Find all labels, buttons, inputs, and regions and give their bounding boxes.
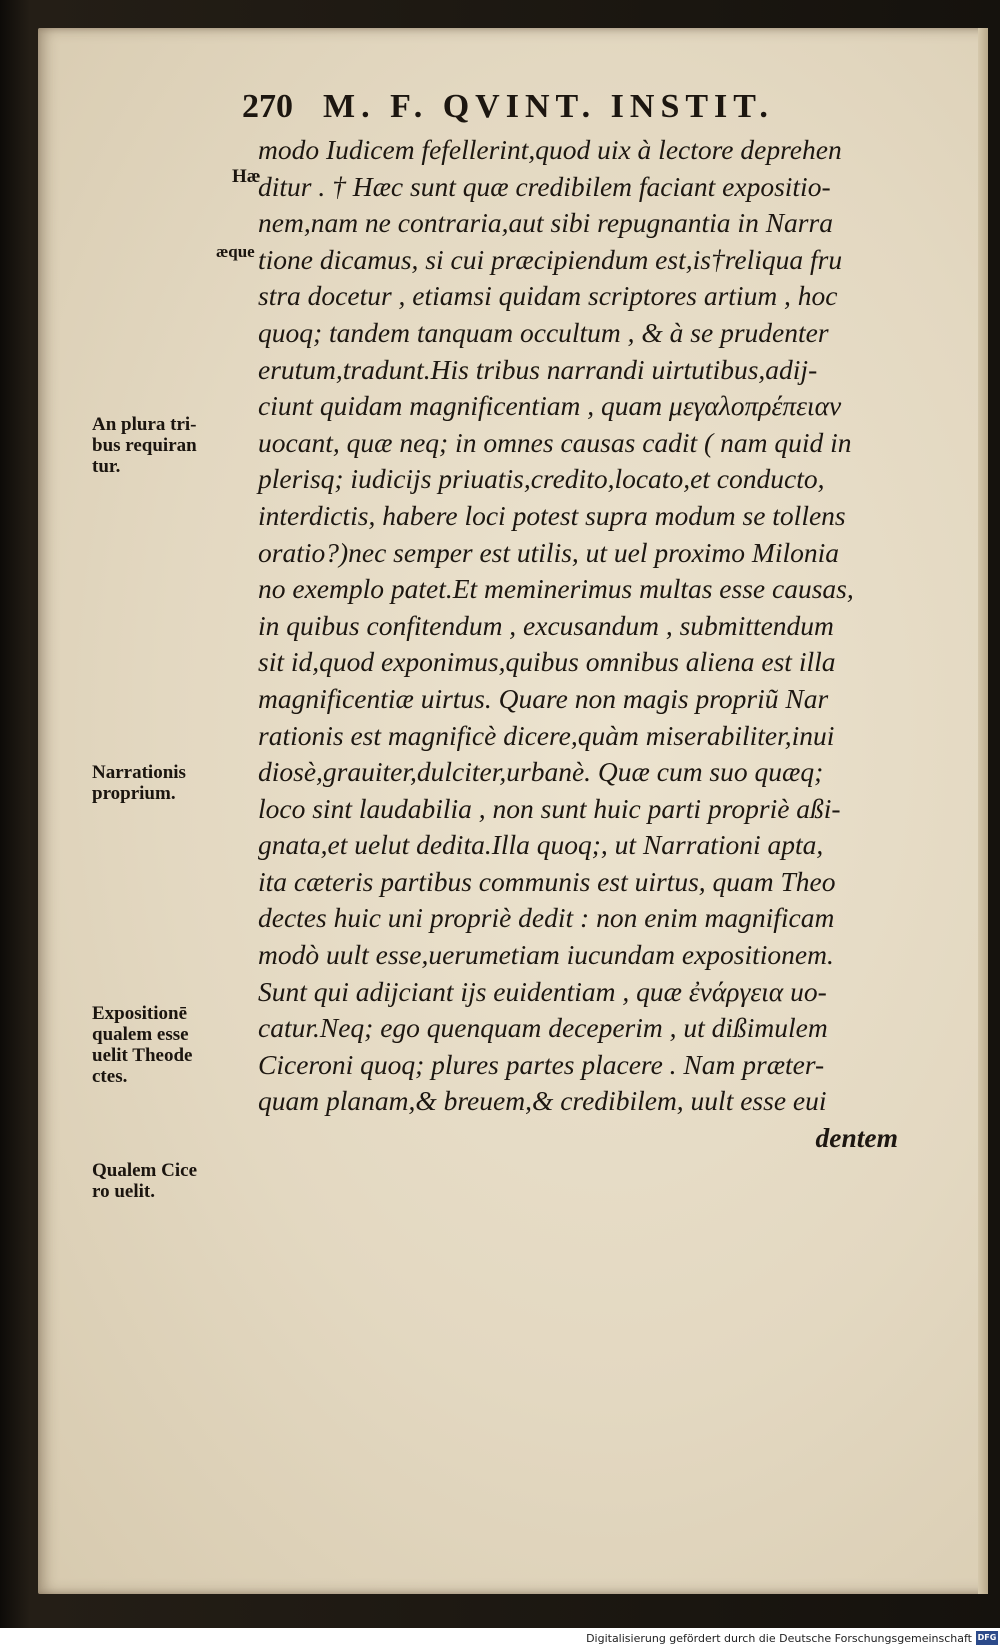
text-line: ita cæteris partibus communis est uirtus, quam Theo — [258, 865, 836, 897]
text-line: in quibus confitendum , excusandum , submittendum — [258, 609, 834, 641]
margin-note — [92, 414, 267, 477]
text-line: ditur . † Hæc sunt quæ credibilem faciant expositio- — [258, 170, 831, 202]
page-edge — [978, 28, 988, 1594]
margin-note-line: ro uelit. — [92, 1181, 155, 1202]
margin-note-line: An plura tri- — [92, 414, 197, 435]
margin-note-line: uelit Theode — [92, 1045, 193, 1066]
text-line: erutum,tradunt.His tribus narrandi uirtutibus,adij- — [258, 353, 818, 385]
text-line: gnata,et uelut dedita.Illa quoq;, ut Narrationi apta, — [258, 829, 824, 861]
margin-note-line: proprium. — [92, 783, 176, 804]
funding-credit: Digitalisierung gefördert durch die Deutsche Forschungsgemeinschaft — [586, 1632, 972, 1645]
main-text-block — [258, 132, 898, 1157]
text-line: loco sint laudabilia , non sunt huic parti propriè aßi- — [258, 792, 841, 824]
margin-note-line: qualem esse — [92, 1024, 189, 1045]
text-line: diosè,grauiter,dulciter,urbanè. Quæ cum suo quæq; — [258, 756, 824, 788]
margin-note-line: bus requiran — [92, 435, 197, 456]
text-line: nem,nam ne contraria,aut sibi repugnantia in Narra — [258, 207, 833, 239]
dfg-logo: DFG — [976, 1631, 998, 1645]
text-line: tione dicamus, si cui præcipiendum est,is†reliqua fru — [258, 243, 843, 275]
margin-note-line: Narrationis — [92, 762, 186, 783]
margin-note-line: ctes. — [92, 1066, 128, 1087]
text-line: quoq; tandem tanquam occultum , & à se prudenter — [258, 316, 829, 348]
text-line: quam planam,& breuem,& credibilem, uult esse eui — [258, 1085, 827, 1117]
text-line: Ciceroni quoq; plures partes placere . Nam præter- — [258, 1048, 825, 1080]
margin-note — [92, 762, 267, 804]
running-title: M. F. QVINT. INSTIT. — [323, 88, 774, 125]
text-line: dectes huic uni propriè dedit : non enim magnificam — [258, 902, 835, 934]
text-line: stra docetur , etiamsi quidam scriptores artium , hoc — [258, 280, 838, 312]
text-line: interdictis, habere loci potest supra modum se tollens — [258, 499, 846, 531]
text-line: rationis est magnificè dicere,quàm miserabiliter,inui — [258, 719, 835, 751]
margin-note-line: æque — [216, 242, 255, 261]
running-head — [242, 88, 882, 126]
text-line: oratio?)nec semper est utilis, ut uel proximo Miloniа — [258, 536, 839, 568]
text-line: sit id,quod exponimus,quibus omnibus aliena est illa — [258, 646, 836, 678]
margin-note — [92, 1003, 267, 1087]
digitization-footer — [0, 1628, 1000, 1651]
margin-note-line: Expositionē — [92, 1003, 188, 1024]
text-line: uocant, quæ neq; in omnes causas cadit ( nam quid in — [258, 426, 852, 458]
margin-note-line: Qualem Cice — [92, 1160, 198, 1181]
text-line: modo Iudicem fefellerint,quod uix à lectore deprehen — [258, 134, 842, 165]
catchword: dentem — [815, 1122, 898, 1154]
margin-note-line: Hæ — [232, 166, 261, 187]
text-line: ciunt quidam magnificentiam , quam μεγαλοπρέπειαν — [258, 390, 842, 422]
text-line: catur.Neq; ego quenquam deceperim , ut dißimulem — [258, 1012, 828, 1044]
text-line: Sunt qui adijciant ijs euidentiam , quæ ἐνάργεια uo- — [258, 975, 827, 1007]
text-line: magnificentiæ uirtus. Quare non magis propriũ Nar — [258, 682, 829, 714]
margin-note — [92, 1160, 267, 1202]
text-line: modò uult esse,uerumetiam iucundam expositionem. — [258, 939, 834, 971]
margin-note-line: tur. — [92, 456, 121, 477]
text-line: plerisq; iudicijs priuatis,credito,locato,et conducto, — [258, 463, 825, 495]
text-line: no exemplo patet.Et meminerimus multas esse causas, — [258, 573, 854, 605]
page-number: 270 — [242, 88, 293, 125]
